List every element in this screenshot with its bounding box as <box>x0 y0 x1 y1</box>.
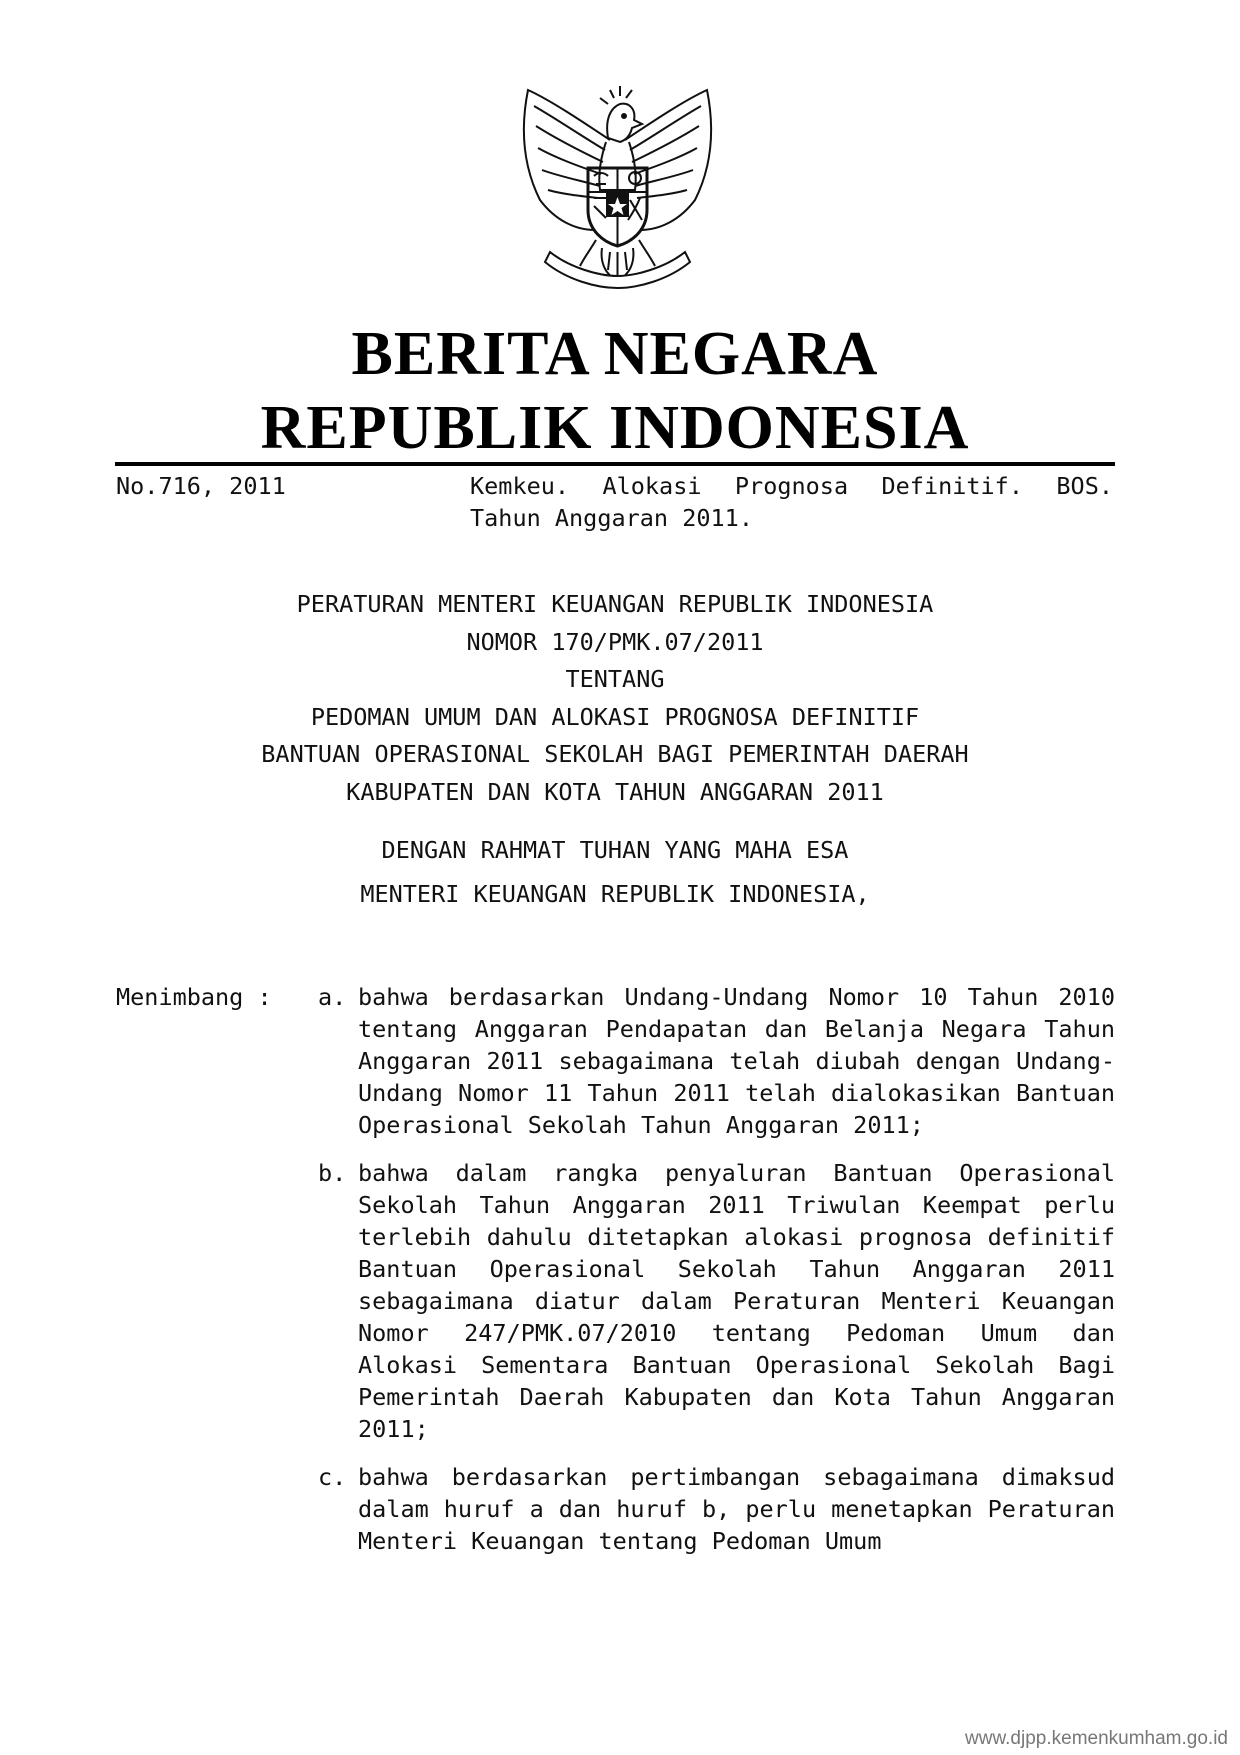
item-letter: c. <box>318 1463 347 1491</box>
item-letter: b. <box>318 1159 347 1187</box>
title-line: PEDOMAN UMUM DAN ALOKASI PROGNOSA DEFINITIF <box>310 702 920 731</box>
masthead-title-line1: BERITA NEGARA <box>351 320 879 388</box>
title-line: KABUPATEN DAN KOTA TAHUN ANGGARAN 2011 <box>346 777 884 806</box>
title-line: BANTUAN OPERASIONAL SEKOLAH BAGI PEMERINTAH DAERAH <box>261 740 969 769</box>
title-line: PERATURAN MENTERI KEUANGAN REPUBLIK INDONESIA <box>296 590 934 618</box>
regulation-title <box>115 586 1115 812</box>
garuda-emblem-icon <box>510 80 725 295</box>
list-item <box>318 1461 1115 1557</box>
masthead-title-line2: REPUBLIK INDONESIA <box>260 394 970 462</box>
list-item <box>318 981 1115 1141</box>
list-item <box>318 1157 1115 1445</box>
opening-line: DENGAN RAHMAT TUHAN YANG MAHA ESA <box>381 836 849 864</box>
gazette-subject: Kemkeu. Alokasi Prognosa Definitif. BOS. Tahun Anggaran 2011. <box>470 472 1113 532</box>
opening-line: MENTERI KEUANGAN REPUBLIK INDONESIA, <box>360 880 870 908</box>
item-text: bahwa berdasarkan Undang-Undang Nomor 10 Tahun 2010 tentang Anggaran Pendapatan dan Belanja Negara Tahun Anggaran 2011 sebagaimana telah diubah dengan Undang-Undang Nomor 11 Tahun 2011 telah dialokasikan Bantuan Operasional Sekolah Tahun Anggaran 2011; <box>358 983 1115 1139</box>
header-rule <box>115 462 1115 466</box>
considerations-list <box>318 981 1115 1573</box>
item-text: bahwa dalam rangka penyaluran Bantuan Operasional Sekolah Tahun Anggaran 2011 Triwulan Keempat perlu terlebih dahulu ditetapkan alokasi prognosa definitif Bantuan Operasional Sekolah Tahun Anggaran 2011 sebagaimana diatur dalam Peraturan Menteri Keuangan Nomor 247/PMK.07/2010 tentang Pedoman Umum dan Alokasi Sementara Bantuan Operasional Sekolah Bagi Pemerintah Daerah Kabupaten dan Kota Tahun Anggaran 2011; <box>358 1159 1115 1443</box>
footer-url: www.djpp.kemenkumham.go.id <box>965 1728 1228 1749</box>
title-line: TENTANG <box>565 665 665 694</box>
gazette-number: No.716, 2011 <box>116 472 286 500</box>
considerations-label: Menimbang : <box>116 983 272 1011</box>
opening-formula <box>115 828 1115 916</box>
title-line: NOMOR 170/PMK.07/2011 <box>466 627 764 656</box>
item-text: bahwa berdasarkan pertimbangan sebagaimana dimaksud dalam huruf a dan huruf b, perlu menetapkan Peraturan Menteri Keuangan tentang Pedoman Umum <box>358 1463 1115 1555</box>
item-letter: a. <box>318 983 347 1011</box>
